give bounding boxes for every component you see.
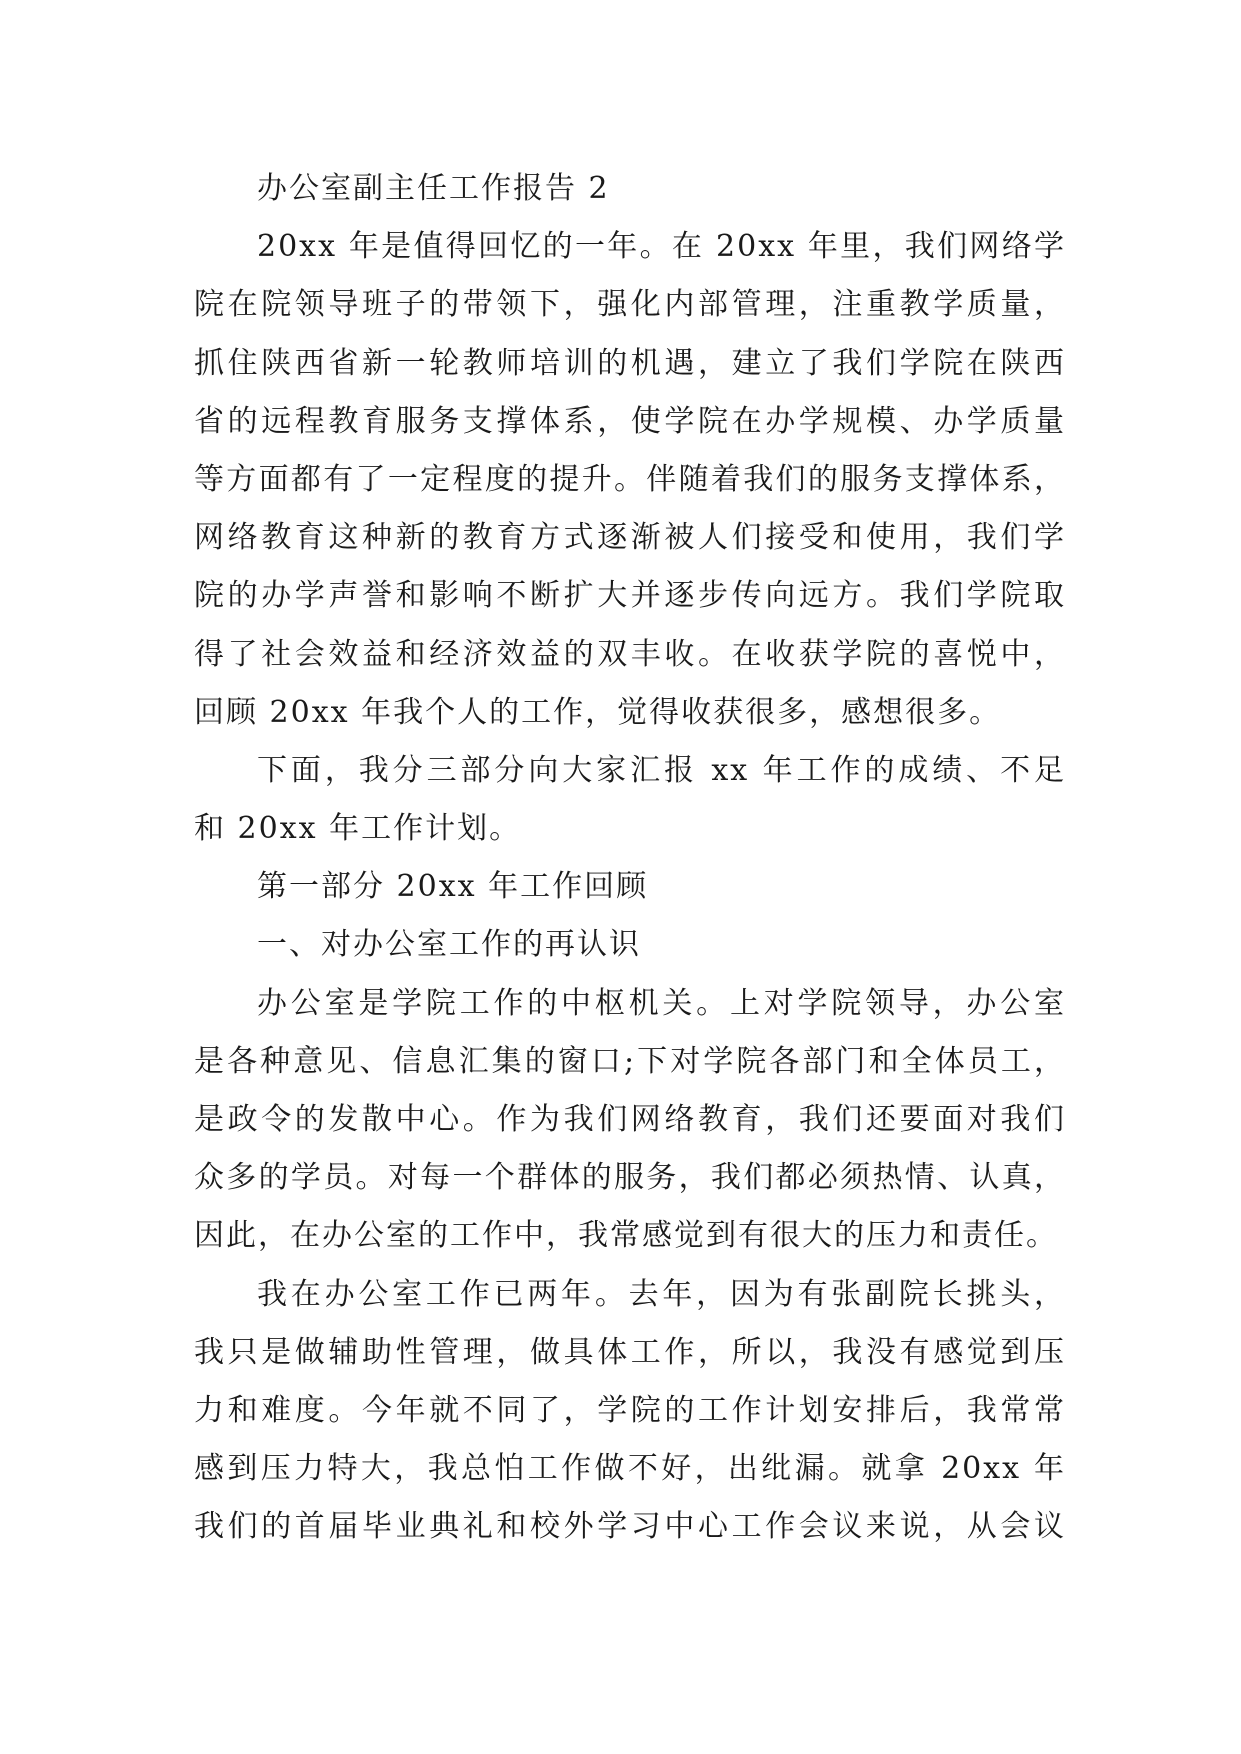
document-title: 办公室副主任工作报告 2	[257, 171, 610, 206]
paragraph-line: 院在院领导班子的带领下，强化内部管理，注重教学质量，	[194, 287, 1066, 323]
paragraph-line: 我只是做辅助性管理，做具体工作，所以，我没有感觉到压	[194, 1334, 1066, 1370]
paragraph-line: 20xx 年是值得回忆的一年。在 20xx 年里，我们网络学	[257, 229, 1066, 265]
paragraph-line: 力和难度。今年就不同了，学院的工作计划安排后，我常常	[194, 1392, 1066, 1428]
paragraph-line: 院的办学声誉和影响不断扩大并逐步传向远方。我们学院取	[194, 578, 1066, 614]
paragraph-outline	[194, 742, 1066, 858]
paragraph-line: 网络教育这种新的教育方式逐渐被人们接受和使用，我们学	[194, 520, 1066, 556]
paragraph-line: 和 20xx 年工作计划。	[194, 811, 522, 847]
paragraph-line: 因此，在办公室的工作中，我常感觉到有很大的压力和责任。	[194, 1218, 1058, 1254]
paragraph-line: 得了社会效益和经济效益的双丰收。在收获学院的喜悦中，	[194, 636, 1066, 672]
paragraph-line: 省的远程教育服务支撑体系，使学院在办学规模、办学质量	[194, 403, 1066, 439]
paragraph-line: 抓住陕西省新一轮教师培训的机遇，建立了我们学院在陕西	[194, 345, 1066, 381]
paragraph-line: 回顾 20xx 年我个人的工作，觉得收获很多，感想很多。	[194, 694, 1002, 730]
subsection-heading	[194, 916, 1066, 974]
paragraph-line: 我们的首届毕业典礼和校外学习中心工作会议来说，从会议	[194, 1509, 1066, 1545]
section-heading	[194, 858, 1066, 916]
document-body	[194, 160, 1066, 1557]
paragraph-line: 下面，我分三部分向大家汇报 xx 年工作的成绩、不足	[257, 752, 1066, 788]
paragraph-line: 是各种意见、信息汇集的窗口;下对学院各部门和全体员工，	[194, 1043, 1066, 1079]
paragraph-office-role	[194, 975, 1066, 1266]
subsection-heading-line: 一、对办公室工作的再认识	[257, 927, 641, 963]
paragraph-line: 等方面都有了一定程度的提升。伴随着我们的服务支撑体系，	[194, 461, 1066, 497]
paragraph-line: 办公室是学院工作的中枢机关。上对学院领导，办公室	[257, 985, 1066, 1021]
paragraph-line: 是政令的发散中心。作为我们网络教育，我们还要面对我们	[194, 1102, 1066, 1137]
paragraph-intro	[194, 218, 1066, 742]
section-heading-line: 第一部分 20xx 年工作回顾	[257, 869, 649, 905]
paragraph-line: 感到压力特大，我总怕工作做不好，出纰漏。就拿 20xx 年	[194, 1451, 1066, 1487]
paragraph-personal-experience	[194, 1266, 1066, 1557]
paragraph-line: 众多的学员。对每一个群体的服务，我们都必须热情、认真，	[194, 1160, 1066, 1196]
paragraph-line: 我在办公室工作已两年。去年，因为有张副院长挑头，	[257, 1276, 1066, 1312]
